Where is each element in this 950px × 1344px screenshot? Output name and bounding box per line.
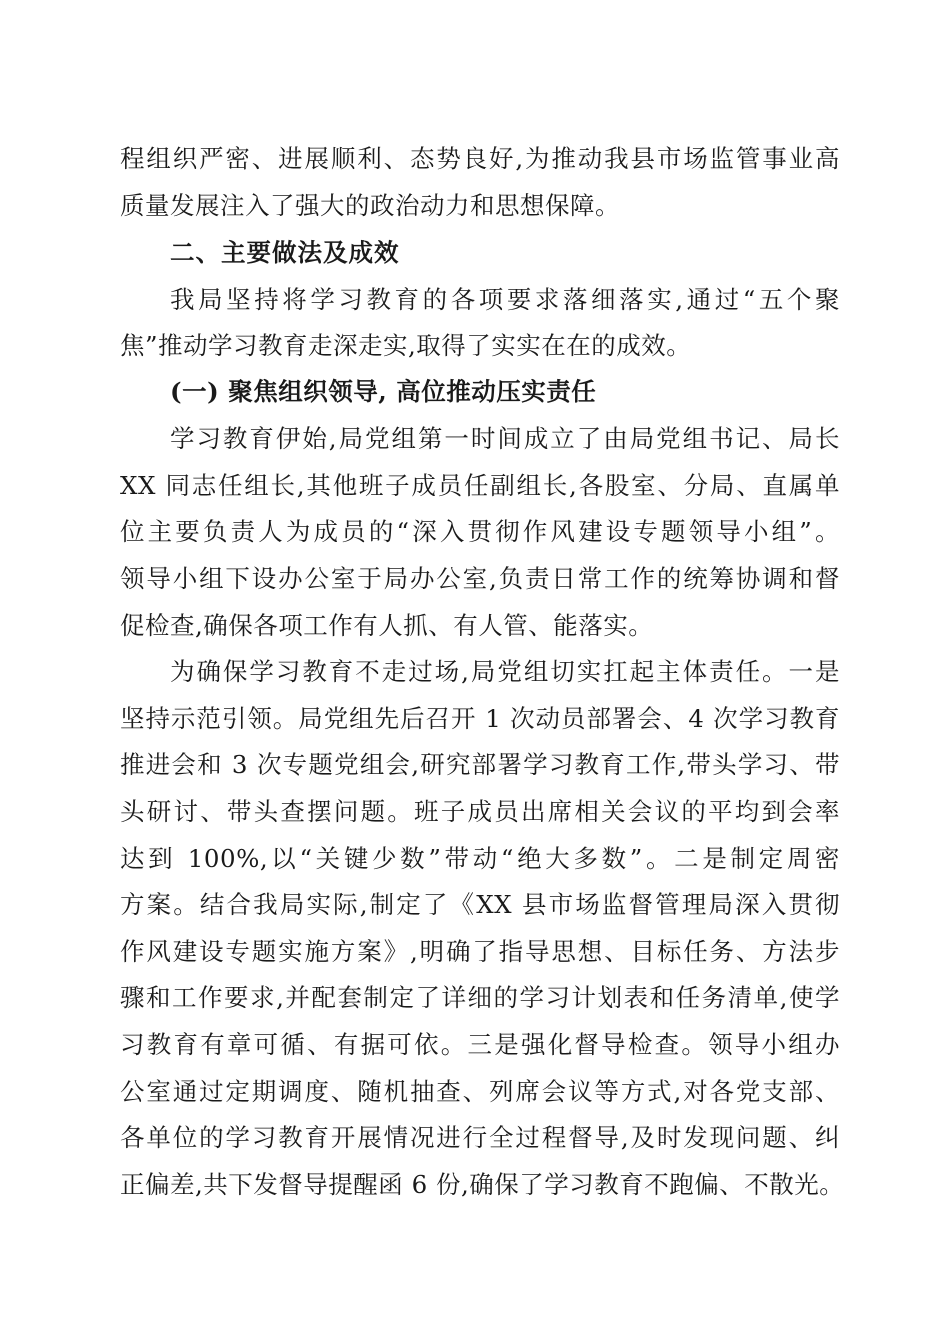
paragraph2-line-4: 头研讨、带头查摆问题。班子成员出席相关会议的平均到会率 (120, 797, 840, 826)
intro-line-1: 程组织严密、进展顺利、态势良好,为推动我县市场监管事业高 (120, 144, 840, 173)
paragraph2-line-3: 推进会和 3 次专题党组会,研究部署学习教育工作,带头学习、带 (120, 750, 840, 779)
paragraph2-line-7: 作风建设专题实施方案》,明确了指导思想、目标任务、方法步 (120, 937, 840, 966)
paragraph2-line-12: 正偏差,共下发督导提醒函 6 份,确保了学习教育不跑偏、不散光。 (120, 1170, 845, 1199)
section-heading: 二、主要做法及成效 (170, 238, 400, 267)
paragraph2-line-5: 达到 100%,以“关键少数”带动“绝大多数”。二是制定周密 (120, 844, 840, 873)
paragraph1-line-4: 领导小组下设办公室于局办公室,负责日常工作的统筹协调和督 (120, 564, 840, 593)
paragraph2-line-6: 方案。结合我局实际,制定了《XX 县市场监督管理局深入贯彻 (120, 890, 840, 919)
paragraph2-line-11: 各单位的学习教育开展情况进行全过程督导,及时发现问题、纠 (120, 1123, 840, 1152)
paragraph1-line-5: 促检查,确保各项工作有人抓、有人管、能落实。 (120, 611, 654, 640)
subsection-heading: (一) 聚焦组织领导, 高位推动压实责任 (170, 377, 597, 406)
paragraph2-line-10: 公室通过定期调度、随机抽查、列席会议等方式,对各党支部、 (120, 1077, 840, 1106)
section-intro-line-1: 我局坚持将学习教育的各项要求落细落实,通过“五个聚 (170, 285, 840, 314)
paragraph2-line-9: 习教育有章可循、有据可依。三是强化督导检查。领导小组办 (120, 1030, 840, 1059)
intro-line-2: 质量发展注入了强大的政治动力和思想保障。 (120, 191, 620, 220)
paragraph2-line-1: 为确保学习教育不走过场,局党组切实扛起主体责任。一是 (170, 657, 840, 686)
section-intro-line-2: 焦”推动学习教育走深走实,取得了实实在在的成效。 (120, 331, 692, 360)
paragraph2-line-8: 骤和工作要求,并配套制定了详细的学习计划表和任务清单,使学 (120, 983, 840, 1012)
paragraph1-line-3: 位主要负责人为成员的“深入贯彻作风建设专题领导小组”。 (120, 517, 840, 546)
paragraph1-line-1: 学习教育伊始,局党组第一时间成立了由局党组书记、局长 (170, 424, 840, 453)
paragraph2-line-2: 坚持示范引领。局党组先后召开 1 次动员部署会、4 次学习教育 (120, 704, 840, 733)
paragraph1-line-2: XX 同志任组长,其他班子成员任副组长,各股室、分局、直属单 (120, 471, 840, 500)
